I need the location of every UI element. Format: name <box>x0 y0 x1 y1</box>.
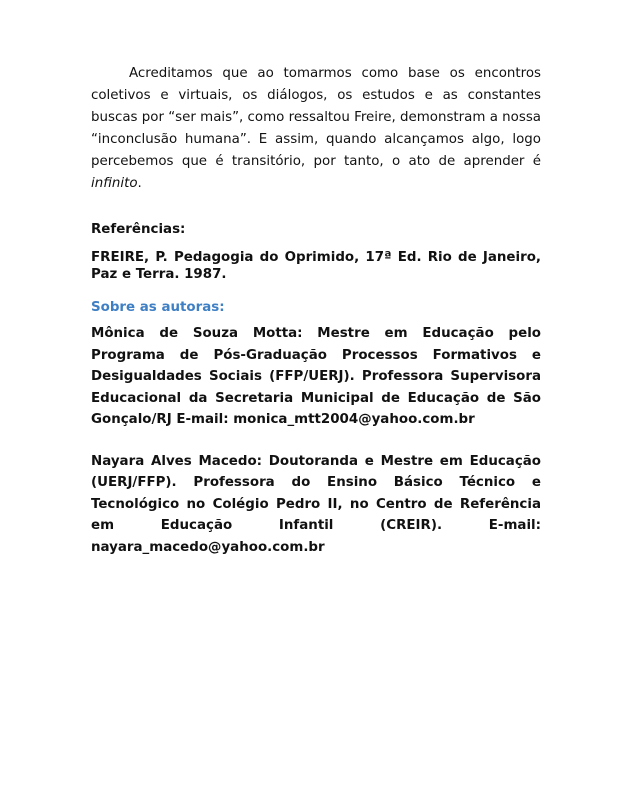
paragraph-italic-word: infinito <box>91 176 138 191</box>
document-page <box>91 63 541 558</box>
author-bio-monica: Mônica de Souza Motta: Mestre em Educação pelo Programa de Pós-Graduação Processos Formativos e Desigualdades Sociais (FFP/UERJ). Professora Supervisora Educacional da Secretaria Municipal de Educação de São Gonçalo/RJ E-mail: monica_mtt2004@yahoo.com.br <box>91 326 541 427</box>
body-paragraph <box>91 63 541 195</box>
paragraph-text: Acreditamos que ao tomarmos como base os encontros coletivos e virtuais, os diálogos, os estudos e as constantes buscas por “ser mais”, como ressaltou Freire, demonstram a nossa “inconclusão humana”. E assim, quando alcançamos algo, logo percebemos que é transitório, por tanto, o ato de aprender é <box>91 66 541 169</box>
authors-heading: Sobre as autoras: <box>91 300 225 315</box>
references-heading: Referências: <box>91 222 186 237</box>
reference-item: FREIRE, P. Pedagogia do Oprimido, 17ª Ed. Rio de Janeiro, Paz e Terra. 1987. <box>91 250 541 282</box>
paragraph-end: . <box>137 176 142 191</box>
author-bio-nayara: Nayara Alves Macedo: Doutoranda e Mestre em Educação (UERJ/FFP). Professora do Ensino Básico Técnico e Tecnológico no Colégio Pedro II, no Centro de Referência em Educação Infantil (CREIR). E-mail: nayara_macedo@yahoo.com.br <box>91 453 541 555</box>
